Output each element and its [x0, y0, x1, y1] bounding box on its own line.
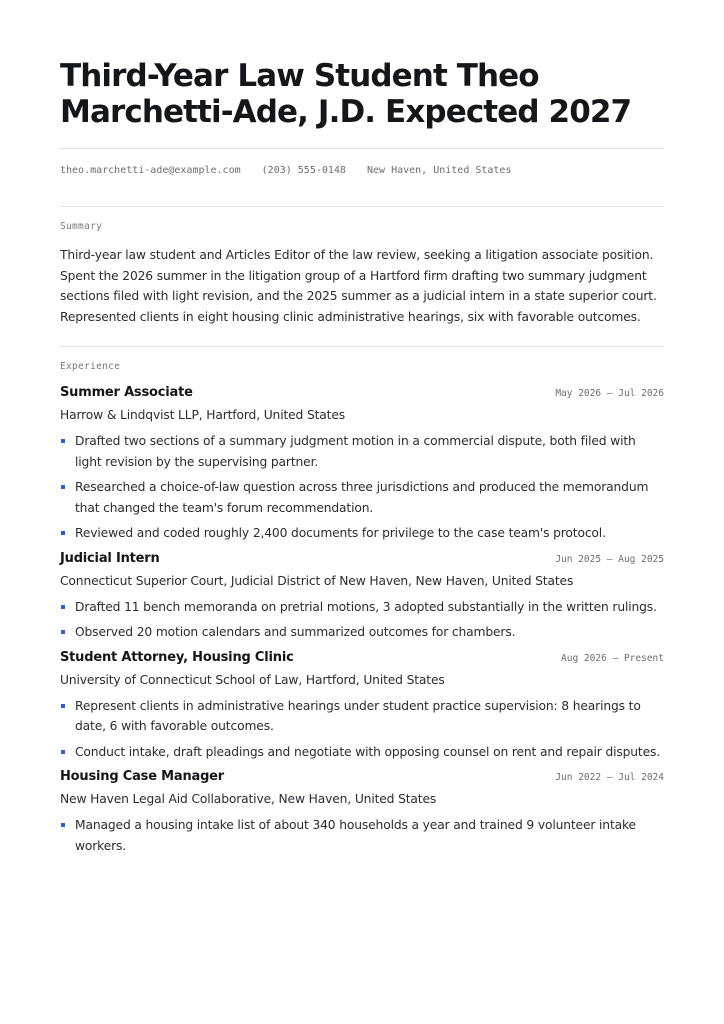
- job-organization: University of Connecticut School of Law, Hartford, United States: [60, 672, 445, 687]
- job-dates: Jun 2025 – Aug 2025: [555, 553, 664, 565]
- bullet-text: Drafted 11 bench memoranda on pretrial motions, 3 adopted substantially in the written rulings.: [75, 599, 657, 614]
- experience-entry: [60, 385, 664, 544]
- summary-heading: Summary: [60, 221, 103, 232]
- bullet-list: [60, 431, 664, 544]
- bullet-item: [60, 742, 664, 763]
- bullet-icon: [61, 823, 65, 827]
- summary-text: Third-year law student and Articles Editor of the law review, seeking a litigation associate position. Spent the 2026 summer in the litigation group of a Hartford firm drafting two summary judgment sections filed with light revision, and the 2025 summer as a judicial intern in a state superior court. Represented clients in eight housing clinic administrative hearings, six with favorable outcomes.: [60, 248, 657, 324]
- bullet-item: [60, 696, 664, 737]
- job-title: Housing Case Manager: [60, 769, 225, 784]
- contact-email[interactable]: theo.marchetti-ade@example.com: [60, 165, 241, 176]
- experience-heading: Experience: [60, 361, 121, 372]
- bullet-list: [60, 815, 664, 856]
- experience-entry: [60, 769, 664, 856]
- bullet-icon: [61, 704, 65, 708]
- entry-header: [60, 769, 664, 789]
- contact-location: New Haven, United States: [366, 165, 512, 176]
- bullet-text: Represent clients in administrative hearings under student practice supervision: 8 hearings to date, 6 with favorable outcomes.: [75, 698, 641, 733]
- bullet-item: [60, 431, 664, 472]
- contact-line: [60, 164, 664, 177]
- bullet-icon: [61, 750, 65, 754]
- bullet-list: [60, 597, 664, 643]
- job-dates: Aug 2026 – Present: [561, 652, 664, 664]
- bullet-item: [60, 597, 664, 618]
- job-organization: New Haven Legal Aid Collaborative, New Haven, United States: [60, 792, 437, 806]
- job-organization: Connecticut Superior Court, Judicial District of New Haven, New Haven, United States: [60, 573, 574, 588]
- bullet-item: [60, 815, 664, 856]
- job-dates: May 2026 – Jul 2026: [555, 388, 664, 399]
- bullet-text: Observed 20 motion calendars and summarized outcomes for chambers.: [75, 625, 516, 639]
- bullet-text: Managed a housing intake list of about 340 households a year and trained 9 volunteer intake workers.: [75, 818, 636, 853]
- experience-entry: [60, 551, 664, 643]
- bullet-text: Researched a choice-of-law question across three jurisdictions and produced the memorandum that changed the team's forum recommendation.: [75, 480, 649, 515]
- divider: [60, 206, 664, 207]
- bullet-icon: [61, 439, 65, 443]
- bullet-item: [60, 523, 664, 544]
- entry-header: [60, 551, 664, 571]
- bullet-item: [60, 622, 664, 643]
- job-dates: Jun 2022 – Jul 2024: [555, 772, 664, 783]
- contact-phone[interactable]: (203) 555-0148: [261, 165, 346, 176]
- entry-header: [60, 385, 664, 405]
- bullet-icon: [61, 605, 65, 609]
- job-title: Summer Associate: [60, 385, 193, 400]
- page-title: Third-Year Law Student Theo Marchetti-Ade, J.D. Expected 2027: [60, 58, 632, 130]
- entry-header: [60, 650, 664, 670]
- job-organization: Harrow & Lindqvist LLP, Hartford, United States: [60, 408, 346, 422]
- job-title: Student Attorney, Housing Clinic: [60, 649, 294, 665]
- bullet-list: [60, 696, 664, 763]
- bullet-icon: [61, 630, 65, 634]
- bullet-text: Reviewed and coded roughly 2,400 documents for privilege to the case team's protocol.: [75, 526, 606, 540]
- job-title: Judicial Intern: [60, 550, 160, 566]
- bullet-icon: [61, 485, 65, 489]
- bullet-icon: [61, 531, 65, 535]
- divider: [60, 346, 664, 347]
- divider: [60, 148, 664, 149]
- experience-entry: [60, 650, 664, 763]
- bullet-item: [60, 477, 664, 518]
- bullet-text: Drafted two sections of a summary judgment motion in a commercial dispute, both filed with light revision by the supervising partner.: [75, 434, 636, 469]
- bullet-text: Conduct intake, draft pleadings and negotiate with opposing counsel on rent and repair disputes.: [75, 744, 661, 759]
